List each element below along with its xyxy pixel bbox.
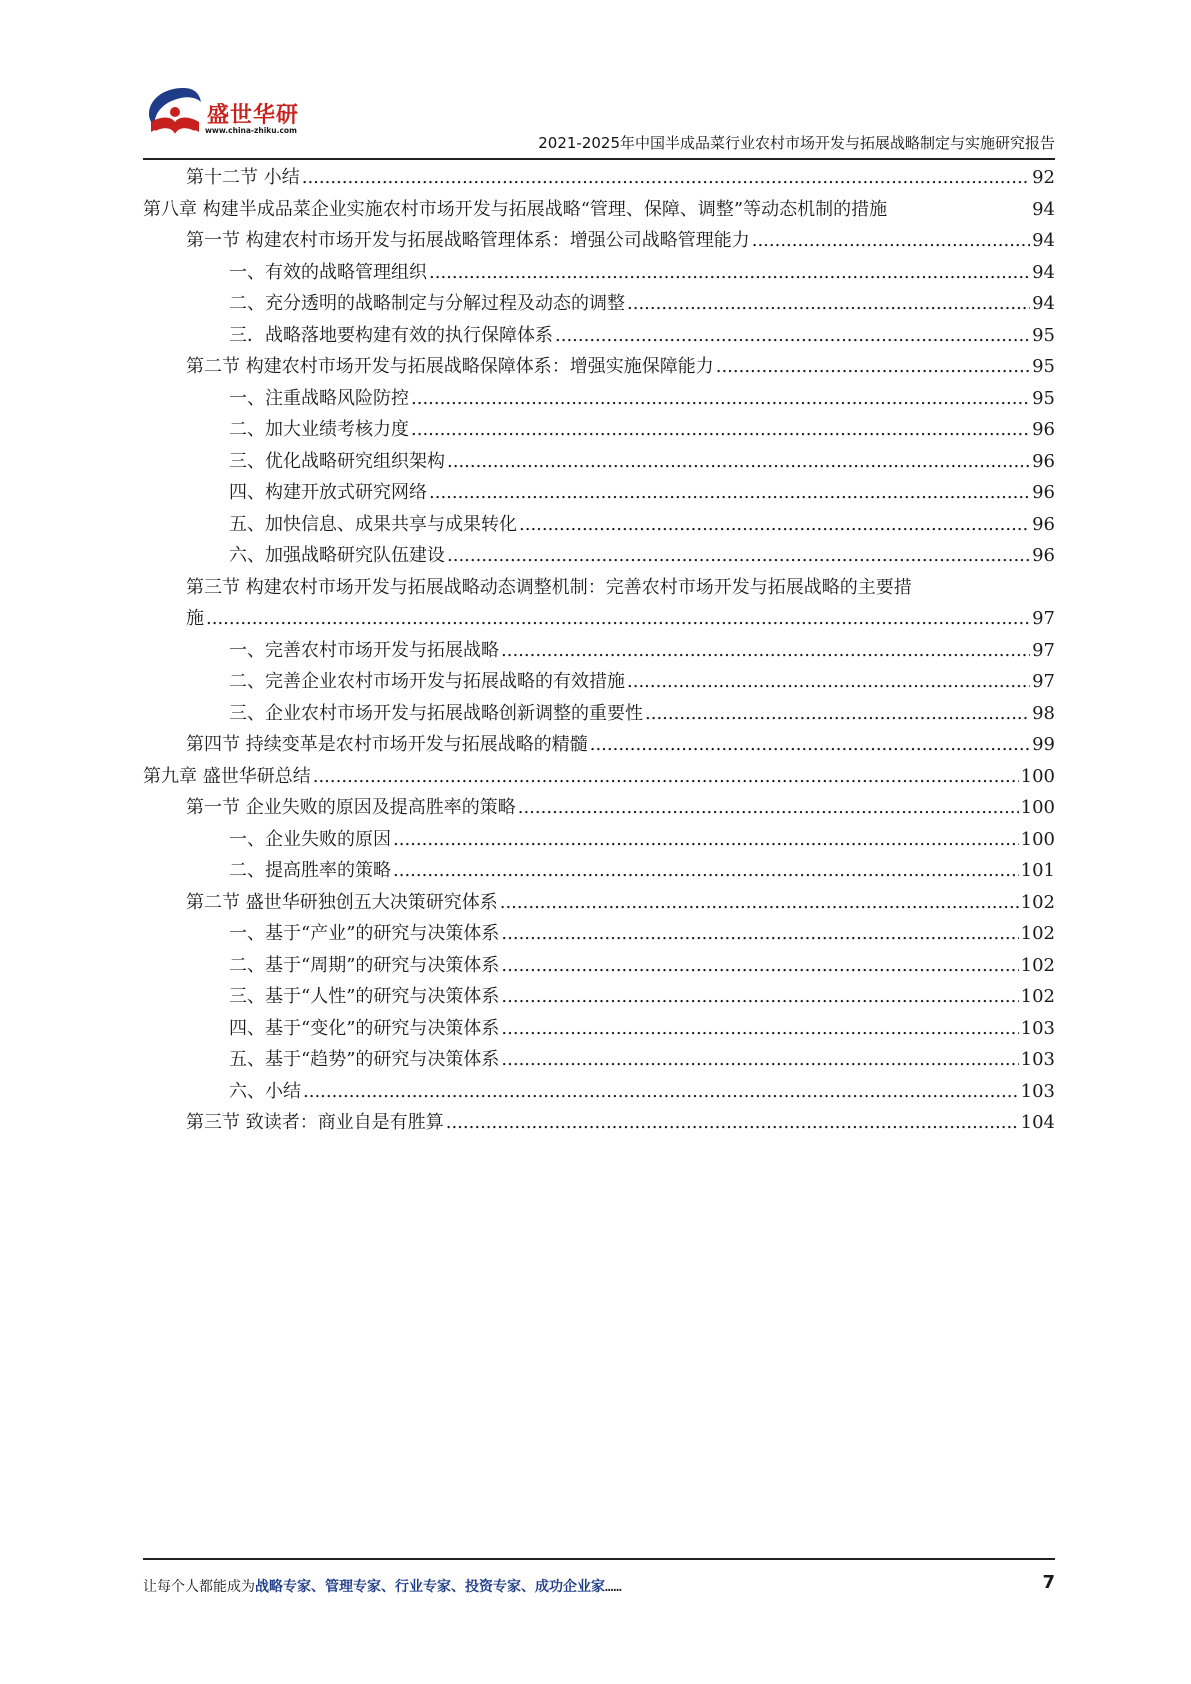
toc-entry-title: 三、优化战略研究组织架构 (229, 450, 445, 472)
toc-entry-page: 97 (1032, 639, 1055, 661)
toc-entry-page: 102 (1020, 954, 1055, 976)
toc-entry-title: 第八章 构建半成品菜企业实施农村市场开发与拓展战略“管理、保障、调整”等动态机制的措施 (143, 198, 888, 220)
toc-entry-page: 94 (1032, 198, 1055, 220)
toc-dot-leader (501, 918, 1018, 950)
toc-dot-leader (501, 1013, 1018, 1045)
toc-entry-page: 95 (1032, 356, 1055, 377)
toc-entry-title: 第三节 构建农村市场开发与拓展战略动态调整机制：完善农村市场开发与拓展战略的主要措 (186, 576, 912, 598)
toc-entry-title: 施 (186, 608, 204, 629)
toc-entry-page: 99 (1032, 734, 1055, 755)
toc-entry-page: 96 (1032, 419, 1055, 440)
toc-entry-page: 95 (1032, 324, 1055, 346)
toc-entry[interactable] (143, 572, 1055, 604)
company-logo (143, 82, 313, 148)
toc-dot-leader (500, 887, 1019, 919)
toc-dot-leader (716, 351, 1030, 383)
toc-entry-page: 96 (1032, 450, 1055, 472)
toc-dot-leader (393, 855, 1019, 887)
toc-dot-leader (303, 1076, 1019, 1108)
toc-entry[interactable] (143, 1107, 1055, 1139)
toc-entry-title: 六、加强战略研究队伍建设 (229, 545, 445, 566)
toc-entry[interactable] (143, 918, 1055, 950)
toc-entry-page: 101 (1020, 860, 1055, 881)
toc-entry-title: 第九章 盛世华研总结 (143, 765, 311, 787)
toc-dot-leader (590, 729, 1030, 761)
toc-entry[interactable] (143, 509, 1055, 541)
slogan-suffix: …… (605, 1579, 622, 1595)
toc-entry[interactable] (143, 477, 1055, 509)
toc-entry-page: 102 (1020, 923, 1055, 944)
toc-entry[interactable] (143, 414, 1055, 446)
toc-entry[interactable] (143, 351, 1055, 383)
toc-entry[interactable] (143, 981, 1055, 1013)
toc-entry-title: 第三节 致读者：商业自是有胜算 (186, 1112, 444, 1133)
toc-entry-title: 四、基于“变化”的研究与决策体系 (229, 1017, 500, 1039)
toc-entry[interactable] (143, 162, 1055, 194)
toc-dot-leader (313, 761, 1019, 793)
toc-entry[interactable] (143, 320, 1055, 352)
toc-entry-page: 94 (1032, 230, 1055, 251)
toc-entry-title: 一、有效的战略管理组织 (229, 261, 427, 283)
book-swoosh-icon (143, 82, 207, 144)
toc-entry-title: 第二节 构建农村市场开发与拓展战略保障体系：增强实施保障能力 (186, 356, 714, 377)
toc-entry-title: 六、小结 (229, 1080, 301, 1102)
page-header (143, 82, 1055, 162)
toc-entry[interactable] (143, 446, 1055, 478)
toc-entry[interactable] (143, 540, 1055, 572)
toc-entry[interactable] (143, 1076, 1055, 1108)
toc-entry[interactable] (143, 603, 1055, 635)
toc-dot-leader (446, 1107, 1019, 1139)
toc-dot-leader (645, 698, 1030, 730)
logo-brand-name: 盛世华研 (207, 103, 300, 128)
toc-entry-title: 第一节 企业失败的原因及提高胜率的策略 (186, 797, 516, 818)
toc-entry-title: 二、完善企业农村市场开发与拓展战略的有效措施 (229, 671, 625, 692)
toc-entry-title: 二、提高胜率的策略 (229, 860, 391, 881)
footer-slogan (143, 1576, 622, 1596)
logo-website: www.china-zhiku.com (205, 126, 297, 135)
toc-dot-leader (627, 666, 1030, 698)
toc-entry[interactable] (143, 1044, 1055, 1076)
toc-entry[interactable] (143, 288, 1055, 320)
toc-dot-leader (501, 981, 1018, 1013)
toc-entry[interactable] (143, 225, 1055, 257)
slogan-highlight: 战略专家、管理专家、行业专家、投资专家、成功企业家 (255, 1579, 605, 1595)
toc-entry-page: 92 (1032, 167, 1055, 188)
toc-entry-title: 第二节 盛世华研独创五大决策研究体系 (186, 891, 498, 913)
toc-entry-title: 二、基于“周期”的研究与决策体系 (229, 954, 500, 976)
toc-entry-page: 100 (1020, 797, 1055, 818)
toc-dot-leader (627, 288, 1030, 320)
toc-dot-leader (411, 414, 1030, 446)
toc-dot-leader (501, 950, 1018, 982)
toc-dot-leader (302, 162, 1030, 194)
toc-entry-title: 一、完善农村市场开发与拓展战略 (229, 639, 499, 661)
toc-entry-title: 一、注重战略风险防控 (229, 387, 409, 409)
toc-dot-leader (501, 1044, 1018, 1076)
page-number: 7 (1042, 1572, 1055, 1593)
toc-entry-page: 103 (1020, 1080, 1055, 1102)
toc-entry-page: 97 (1032, 608, 1055, 629)
toc-dot-leader (518, 792, 1019, 824)
footer-divider (143, 1558, 1055, 1560)
toc-entry-page: 100 (1020, 828, 1055, 850)
toc-entry-page: 103 (1020, 1049, 1055, 1070)
toc-dot-leader (411, 383, 1030, 415)
toc-entry-title: 二、充分透明的战略制定与分解过程及动态的调整 (229, 293, 625, 314)
toc-dot-leader (752, 225, 1030, 257)
toc-entry-page: 97 (1032, 671, 1055, 692)
toc-dot-leader (447, 446, 1030, 478)
toc-entry-title: 三、企业农村市场开发与拓展战略创新调整的重要性 (229, 702, 643, 724)
toc-entry[interactable] (143, 1013, 1055, 1045)
report-title: 2021-2025年中国半成品菜行业农村市场开发与拓展战略制定与实施研究报告 (538, 134, 1055, 152)
toc-entry-title: 二、加大业绩考核力度 (229, 419, 409, 440)
toc-entry[interactable] (143, 666, 1055, 698)
toc-entry-page: 96 (1032, 482, 1055, 503)
toc-dot-leader (429, 477, 1030, 509)
toc-entry[interactable] (143, 761, 1055, 793)
toc-entry[interactable] (143, 257, 1055, 289)
toc-entry-page: 102 (1020, 986, 1055, 1007)
toc-entry[interactable] (143, 635, 1055, 667)
slogan-prefix: 让每个人都能成为 (143, 1579, 255, 1595)
toc-entry-title: 第一节 构建农村市场开发与拓展战略管理体系：增强公司战略管理能力 (186, 230, 750, 251)
toc-entry[interactable] (143, 698, 1055, 730)
toc-entry-title: 第四节 持续变革是农村市场开发与拓展战略的精髓 (186, 734, 588, 755)
toc-entry-page: 95 (1032, 387, 1055, 409)
toc-entry-page: 98 (1032, 702, 1055, 724)
toc-dot-leader (393, 824, 1019, 856)
toc-entry-page: 100 (1020, 765, 1055, 787)
toc-entry[interactable] (143, 824, 1055, 856)
toc-entry-title: 三、基于“人性”的研究与决策体系 (229, 986, 500, 1007)
toc-entry-title: 第十二节 小结 (186, 167, 300, 188)
toc-entry-page: 102 (1020, 891, 1055, 913)
toc-entry-title: 三．战略落地要构建有效的执行保障体系 (229, 324, 553, 346)
toc-dot-leader (429, 257, 1030, 289)
table-of-contents (143, 162, 1055, 1139)
toc-entry-title: 五、基于“趋势”的研究与决策体系 (229, 1049, 500, 1070)
toc-entry-title: 四、构建开放式研究网络 (229, 482, 427, 503)
toc-entry-page: 103 (1020, 1017, 1055, 1039)
toc-dot-leader (206, 603, 1030, 635)
toc-entry-page: 104 (1020, 1112, 1055, 1133)
toc-dot-leader (447, 540, 1030, 572)
toc-entry[interactable] (143, 887, 1055, 919)
toc-entry-title: 一、基于“产业”的研究与决策体系 (229, 923, 500, 944)
header-divider (143, 158, 1055, 160)
toc-entry[interactable] (143, 855, 1055, 887)
toc-entry-page: 94 (1032, 261, 1055, 283)
toc-entry-page: 94 (1032, 293, 1055, 314)
toc-entry-title: 五、加快信息、成果共享与成果转化 (229, 513, 517, 535)
toc-dot-leader (519, 509, 1030, 541)
toc-entry-page: 96 (1032, 545, 1055, 566)
toc-entry[interactable] (143, 729, 1055, 761)
toc-entry-page: 96 (1032, 513, 1055, 535)
toc-entry-title: 一、企业失败的原因 (229, 828, 391, 850)
toc-entry[interactable] (143, 792, 1055, 824)
toc-dot-leader (555, 320, 1030, 352)
toc-entry[interactable] (143, 950, 1055, 982)
toc-dot-leader (501, 635, 1030, 667)
toc-entry[interactable] (143, 194, 1055, 226)
toc-entry[interactable] (143, 383, 1055, 415)
